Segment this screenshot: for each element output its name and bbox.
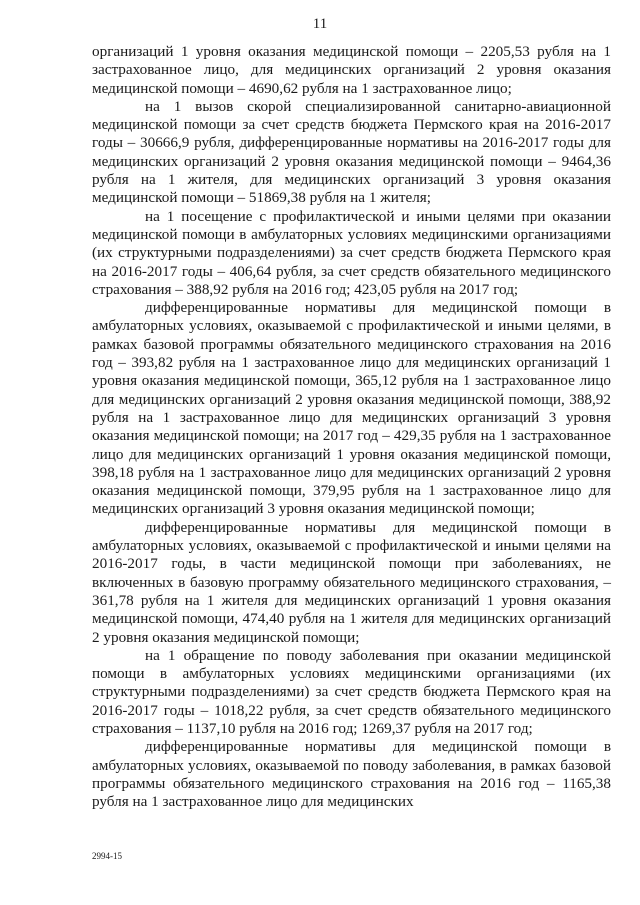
page-number: 11 [312, 16, 328, 32]
paragraph-7: дифференцированные нормативы для медицинской помощи в амбулаторных условиях, оказываемой по поводу заболевания, в рамках базовой программы обязательного медицинского страхования на 2016 год – 1165,38 рубля на 1 застрахованное лицо для медицинских [92, 738, 611, 811]
paragraph-3: на 1 посещение с профилактической и иными целями при оказании медицинской помощи в амбулаторных условиях медицинскими организациями (их структурными подразделениями) за счет средств бюджета Пермского края на 2016-2017 годы – 406,64 рубля, за счет средств обязательного медицинского страхования – 388,92 рубля на 2016 год; 423,05 рубля на 2017 год; [92, 207, 611, 298]
paragraph-2: на 1 вызов скорой специализированной санитарно-авиационной медицинской помощи за счет средств бюджета Пермского края на 2016-2017 годы – 30666,9 рубля, дифференцированные нормативы на 2016-2017 годы для медицинских организаций 2 уровня оказания медицинской помощи – 9464,36 рубля на 1 жителя, для медицинских организаций 3 уровня оказания медицинской помощи – 51869,38 рубля на 1 жителя; [92, 97, 611, 207]
document-code: 2994-15 [92, 851, 122, 861]
paragraph-6: на 1 обращение по поводу заболевания при оказании медицинской помощи в амбулаторных условиях медицинскими организациями (их структурными подразделениями) за счет средств бюджета Пермского края на 2016-2017 годы – 1018,22 рубля, за счет средств обязательного медицинского страхования – 1137,10 рубля на 2016 год; 1269,37 рубля на 2017 год; [92, 646, 611, 737]
paragraph-1: организаций 1 уровня оказания медицинской помощи – 2205,53 рубля на 1 застрахованное лицо, для медицинских организаций 2 уровня оказания медицинской помощи – 4690,62 рубля на 1 застрахованное лицо; [92, 43, 611, 97]
paragraph-4: дифференцированные нормативы для медицинской помощи в амбулаторных условиях, оказываемой с профилактической и иными целями, в рамках базовой программы обязательного медицинского страхования на 2016 год – 393,82 рубля на 1 застрахованное лицо для медицинских организаций 1 уровня оказания медицинской помощи, 365,12 рубля на 1 застрахованное лицо для медицинских организаций 2 уровня оказания медицинской помощи, 388,92 рубля на 1 застрахованное лицо для медицинских организаций 3 уровня оказания медицинской помощи; на 2017 год – 429,35 рубля на 1 застрахованное лицо для медицинских организаций 1 уровня оказания медицинской помощи, 398,18 рубля на 1 застрахованное лицо для медицинских организаций 2 уровня оказания медицинской помощи, 379,95 рубля на 1 застрахованное лицо для медицинских организаций 3 уровня оказания медицинской помощи; [92, 299, 611, 518]
document-body [92, 43, 611, 811]
paragraph-5: дифференцированные нормативы для медицинской помощи в амбулаторных условиях, оказываемой с профилактической и иными целями на 2016-2017 годы, в части медицинской помощи при заболеваниях, не включенных в базовую программу обязательного медицинского страхования, – 361,78 рубля на 1 жителя для медицинских организаций 1 уровня оказания медицинской помощи, 474,40 рубля на 1 жителя для медицинских организаций 2 уровня оказания медицинской помощи; [92, 518, 611, 646]
